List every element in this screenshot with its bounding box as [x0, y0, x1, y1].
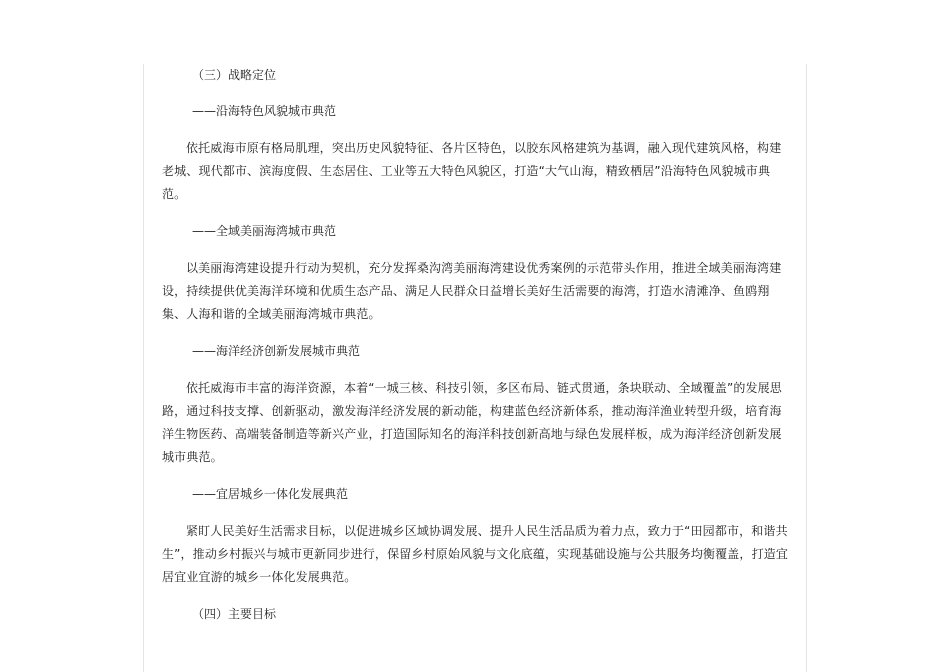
section-heading-main-goals: （四）主要目标 — [192, 607, 277, 621]
item-title-coastal-city: ——沿海特色风貌城市典范 — [192, 104, 337, 118]
item-body-beautiful-bay: 以美丽海湾建设提升行动为契机，充分发挥桑沟湾美丽海湾建设优秀案例的示范带头作用，推进全域美丽海湾建设，持续提供优美海洋环境和优质生态产品、满足人民群众日益增长美好生活需要的海湾，打造水清滩净、鱼鸥翔集、人海和谐的全域美丽海湾城市典范。 — [162, 261, 782, 321]
item-title-urban-rural: ——宜居城乡一体化发展典范 — [192, 487, 349, 501]
item-body-marine-economy: 依托威海市丰富的海洋资源，本着“一城三核、科技引领，多区布局、链式贯通，条块联动、全域覆盖”的发展思路，通过科技支撑、创新驱动，激发海洋经济发展的新动能，构建蓝色经济新体系，推动海洋渔业转型升级，培育海洋生物医药、高端装备制造等新兴产业，打造国际知名的海洋科技创新高地与绿色发展样板，成为海洋经济创新发展城市典范。 — [162, 381, 782, 464]
item-body-urban-rural: 紧盯人民美好生活需求目标，以促进城乡区域协调发展、提升人民生活品质为着力点，致力于“田园都市，和谐共生”，推动乡村振兴与城市更新同步进行，保留乡村原始风貌与文化底蕴，实现基础设施与公共服务均衡覆盖，打造宜居宜业宜游的城乡一体化发展典范。 — [162, 524, 789, 584]
item-title-beautiful-bay: ——全域美丽海湾城市典范 — [192, 224, 337, 238]
item-title-marine-economy: ——海洋经济创新发展城市典范 — [192, 344, 361, 358]
document-page — [143, 64, 807, 672]
document-content — [162, 64, 790, 626]
section-heading-strategic-positioning: （三）战略定位 — [192, 68, 277, 82]
item-body-coastal-city: 依托威海市原有格局肌理，突出历史风貌特征、各片区特色，以胶东风格建筑为基调，融入现代建筑风格，构建老城、现代都市、滨海度假、生态居住、工业等五大特色风貌区，打造“大气山海，精致栖居”沿海特色风貌城市典范。 — [162, 141, 782, 201]
